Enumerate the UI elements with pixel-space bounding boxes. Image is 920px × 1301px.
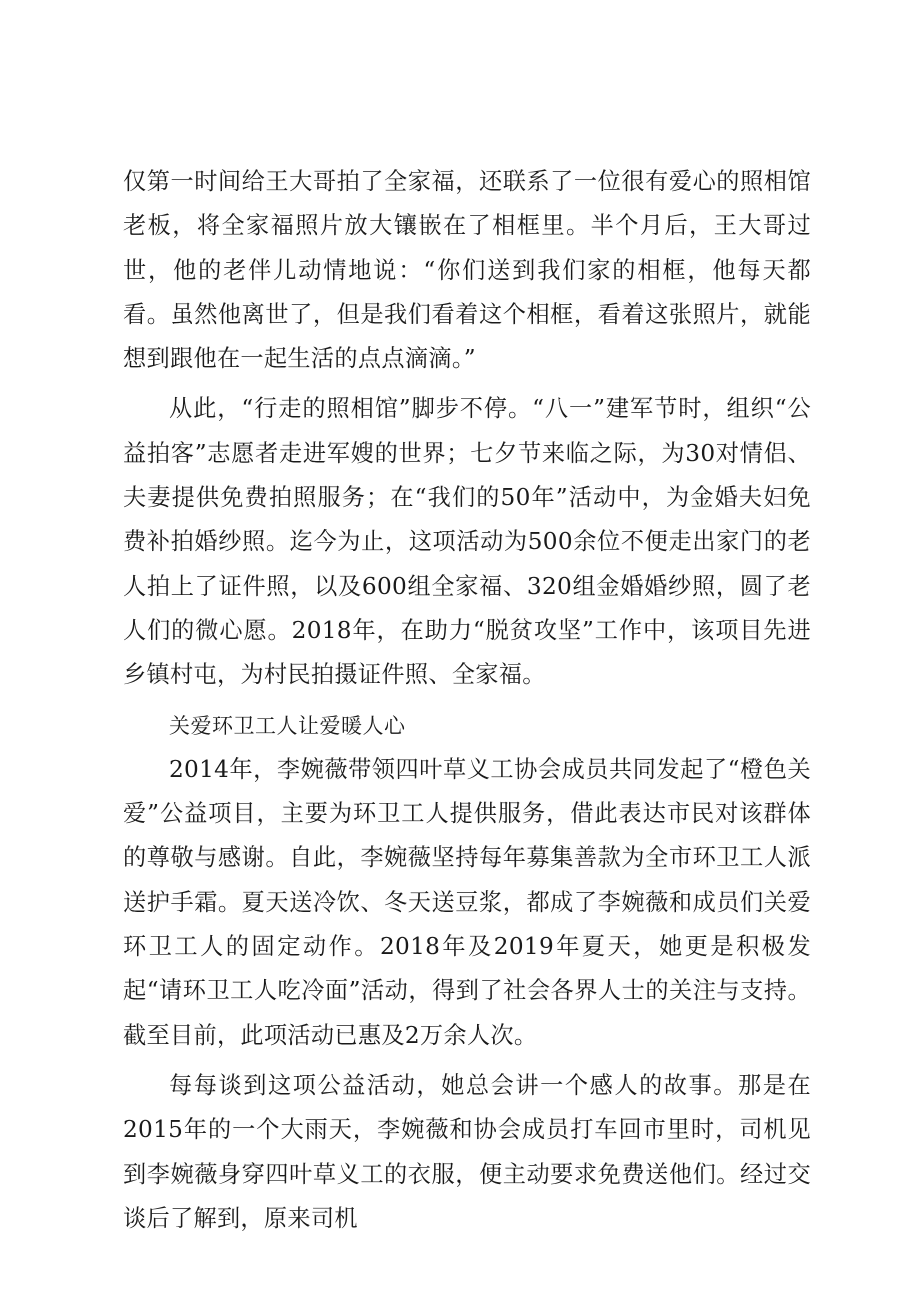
paragraph-1: 仅第一时间给王大哥拍了全家福，还联系了一位很有爱心的照相馆老板，将全家福照片放大镶嵌在了相框里。半个月后，王大哥过世，他的老伴儿动情地说：“你们送到我们家的相框，他每天都看。虽然他离世了，但是我们看着这个相框，看着这张照片，就能想到跟他在一起生活的点点滴滴。” [123, 168, 811, 373]
paragraph-2: 从此，“行走的照相馆”脚步不停。“八一”建军节时，组织“公益拍客”志愿者走进军嫂的世界；七夕节来临之际，为30对情侣、夫妻提供免费拍照服务；在“我们的50年”活动中，为金婚夫妇免费补拍婚纱照。迄今为止，这项活动为500余位不便走出家门的老人拍上了证件照，以及600组全家福、320组金婚婚纱照，圆了老人们的微心愿。2018年，在助力“脱贫攻坚”工作中，该项目先进乡镇村屯，为村民拍摄证件照、全家福。 [123, 395, 811, 689]
paragraph-3: 2014年，李婉薇带领四叶草义工协会成员共同发起了“橙色关爱”公益项目，主要为环卫工人提供服务，借此表达市民对该群体的尊敬与感谢。自此，李婉薇坚持每年募集善款为全市环卫工人派送护手霜。夏天送冷饮、冬天送豆浆，都成了李婉薇和成员们关爱环卫工人的固定动作。2018年及2019年夏天，她更是积极发起“请环卫工人吃冷面”活动，得到了社会各界人士的关注与支持。截至目前，此项活动已惠及2万余人次。 [123, 755, 811, 1049]
section-heading: 关爱环卫工人让爱暖人心 [169, 713, 406, 738]
document-body [123, 160, 811, 1241]
paragraph-4: 每每谈到这项公益活动，她总会讲一个感人的故事。那是在2015年的一个大雨天，李婉薇和协会成员打车回市里时，司机见到李婉薇身穿四叶草义工的衣服，便主动要求免费送他们。经过交谈后了解到，原来司机 [123, 1071, 811, 1232]
